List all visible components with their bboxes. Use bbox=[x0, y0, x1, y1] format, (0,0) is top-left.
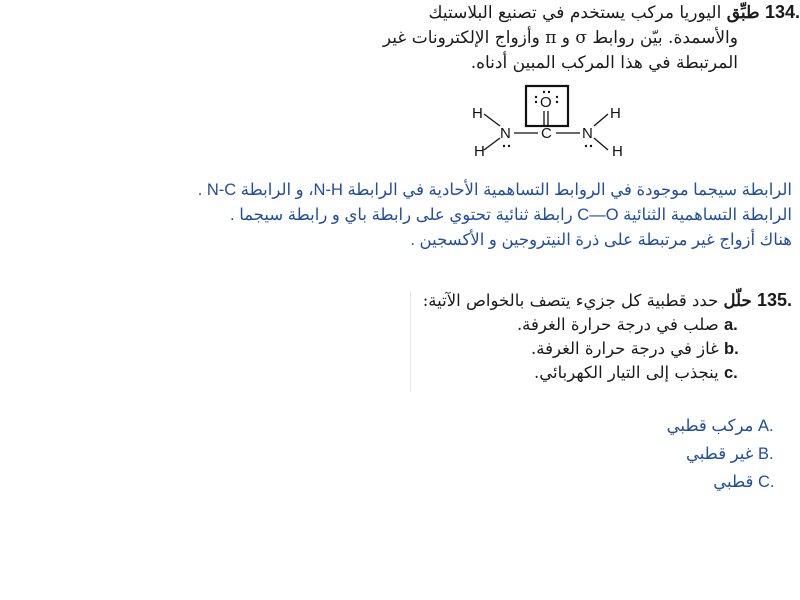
answer-option-a bbox=[492, 412, 792, 440]
answers-135 bbox=[492, 412, 792, 496]
atom-n-left: N bbox=[500, 125, 511, 142]
question-134-line-1 bbox=[300, 0, 800, 26]
nitrogen-lone-pairs bbox=[503, 145, 592, 147]
option-letter: B. bbox=[758, 445, 774, 463]
item-text: ينجذب إلى التيار الكهربائي. bbox=[534, 363, 719, 382]
option-text: مركب قطبي bbox=[666, 417, 754, 435]
item-text: صلب في درجة حرارة الغرفة. bbox=[516, 315, 719, 334]
question-text: اليوريا مركب يستخدم في تصنيع البلاستيك bbox=[428, 3, 722, 23]
question-134 bbox=[300, 0, 800, 76]
question-item-b bbox=[300, 337, 792, 361]
atom-c: C bbox=[541, 125, 552, 142]
atom-h-top-left: H bbox=[472, 105, 483, 122]
answers-134 bbox=[72, 178, 792, 253]
atom-h-top-right: H bbox=[610, 105, 621, 122]
question-134-line-2: والأسمدة. بيّن روابط σ و π وأزواج الإلكترونات غير bbox=[382, 28, 738, 48]
question-135 bbox=[300, 288, 792, 385]
option-text: قطبي bbox=[713, 473, 754, 491]
option-text: غير قطبي bbox=[685, 445, 754, 463]
answer-line: الرابطة سيجما موجودة في الروابط التساهمية الأحادية في الرابطة N-H، و الرابطة N-C . bbox=[197, 181, 792, 199]
question-title-word: حلّل bbox=[723, 291, 752, 310]
item-text: غاز في درجة حرارة الغرفة. bbox=[530, 339, 719, 358]
item-letter: c. bbox=[724, 364, 738, 382]
atom-n-right: N bbox=[582, 125, 593, 142]
answer-line: هناك أزواج غير مرتبطة على ذرة النيتروجين و الأكسجين . bbox=[410, 231, 792, 249]
question-134-line-3: المرتبطة في هذا المركب المبين أدناه. bbox=[470, 53, 738, 73]
answer-option-c bbox=[492, 468, 792, 496]
atom-h-bottom-right: H bbox=[612, 143, 623, 160]
question-title-word: طبِّق bbox=[726, 3, 760, 23]
option-letter: C. bbox=[758, 473, 775, 491]
atom-o: O bbox=[540, 94, 552, 111]
item-letter: a. bbox=[724, 316, 738, 334]
answer-option-b bbox=[492, 440, 792, 468]
answer-line: الرابطة التساهمية الثنائية C—O رابطة ثنائية تحتوي على رابطة باي و رابطة سيجما . bbox=[230, 206, 792, 224]
question-number: 135. bbox=[756, 290, 792, 310]
question-text: حدد قطبية كل جزيء يتصف بالخواص الآتية: bbox=[422, 291, 719, 310]
question-135-title bbox=[300, 288, 792, 313]
item-letter: b. bbox=[724, 340, 739, 358]
atom-h-bottom-left: H bbox=[474, 143, 485, 160]
question-item-c bbox=[300, 361, 792, 385]
question-number: 134. bbox=[764, 2, 800, 22]
urea-structure-diagram bbox=[460, 80, 640, 162]
question-item-a bbox=[300, 313, 792, 337]
option-letter: A. bbox=[758, 417, 774, 435]
